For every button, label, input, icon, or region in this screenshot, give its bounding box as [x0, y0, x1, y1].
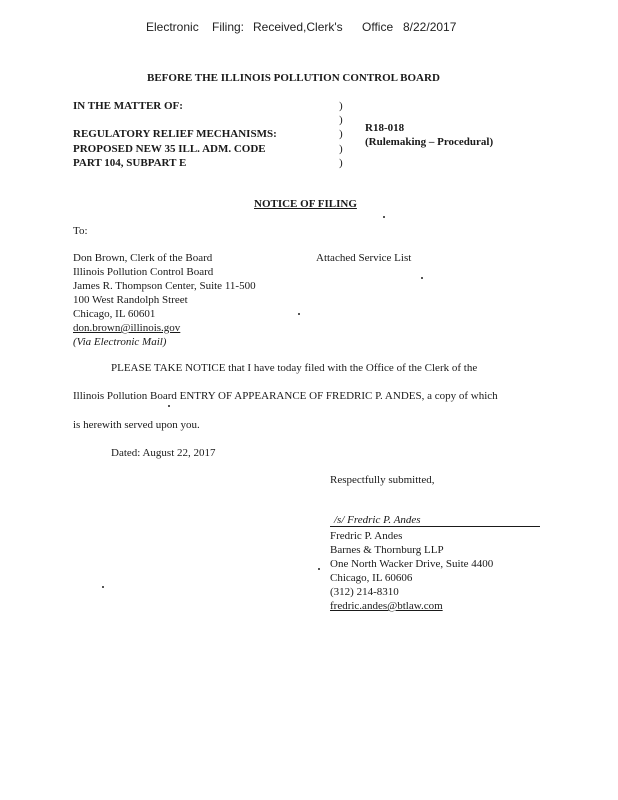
signature: /s/ Fredric P. Andes: [334, 514, 421, 526]
caption-line-2: PROPOSED NEW 35 ILL. ADM. CODE: [73, 143, 266, 155]
scan-speck: [298, 313, 300, 315]
body-line-1: PLEASE TAKE NOTICE that I have today filed with the Office of the Clerk of the: [111, 362, 478, 374]
closing: Respectfully submitted,: [330, 474, 435, 486]
notice-title: NOTICE OF FILING: [254, 198, 357, 210]
board-title: BEFORE THE ILLINOIS POLLUTION CONTROL BOARD: [147, 72, 440, 84]
service-list: Attached Service List: [316, 252, 412, 264]
body-line-2: Illinois Pollution Board ENTRY OF APPEARANCE OF FREDRIC P. ANDES, a copy of which: [73, 390, 498, 402]
signer-email-link[interactable]: fredric.andes@btlaw.com: [330, 600, 443, 612]
caption-bracket: ): [339, 100, 343, 112]
scan-speck: [102, 586, 104, 588]
recipient-method: (Via Electronic Mail): [73, 336, 167, 348]
caption-bracket: ): [339, 114, 343, 126]
scan-speck: [318, 568, 320, 570]
scan-speck: [168, 405, 170, 407]
caption-bracket: ): [339, 128, 343, 140]
recipient-email-link[interactable]: don.brown@illinois.gov: [73, 322, 181, 334]
caption-bracket: ): [339, 157, 343, 169]
recipient-street: 100 West Randolph Street: [73, 294, 188, 306]
recipient-city: Chicago, IL 60601: [73, 308, 156, 320]
caption-line-3: PART 104, SUBPART E: [73, 157, 187, 169]
scan-speck: [383, 216, 385, 218]
filing-stamp: [0, 20, 618, 38]
caption-line-1: REGULATORY RELIEF MECHANISMS:: [73, 128, 277, 140]
signer-firm: Barnes & Thornburg LLP: [330, 544, 444, 556]
signer-phone: (312) 214-8310: [330, 586, 399, 598]
recipient-building: James R. Thompson Center, Suite 11-500: [73, 280, 256, 292]
case-number: R18-018: [365, 122, 405, 134]
dated: Dated: August 22, 2017: [111, 447, 216, 459]
to-label: To:: [73, 225, 88, 237]
scan-speck: [421, 277, 423, 279]
signature-line: [330, 514, 540, 527]
stamp-received: Received,Clerk's: [253, 20, 343, 34]
recipient-name: Don Brown, Clerk of the Board: [73, 252, 213, 264]
signer-name: Fredric P. Andes: [330, 530, 403, 542]
stamp-electronic: Electronic: [146, 20, 199, 34]
case-type: (Rulemaking – Procedural): [365, 136, 494, 148]
stamp-office: Office: [362, 20, 394, 34]
stamp-date: 8/22/2017: [403, 20, 457, 34]
caption-matter-of: IN THE MATTER OF:: [73, 100, 183, 112]
signer-address: One North Wacker Drive, Suite 4400: [330, 558, 494, 570]
recipient-org: Illinois Pollution Control Board: [73, 266, 214, 278]
stamp-filing: Filing:: [212, 20, 245, 34]
signer-city: Chicago, IL 60606: [330, 572, 413, 584]
body-line-3: is herewith served upon you.: [73, 419, 200, 431]
caption-bracket: ): [339, 143, 343, 155]
